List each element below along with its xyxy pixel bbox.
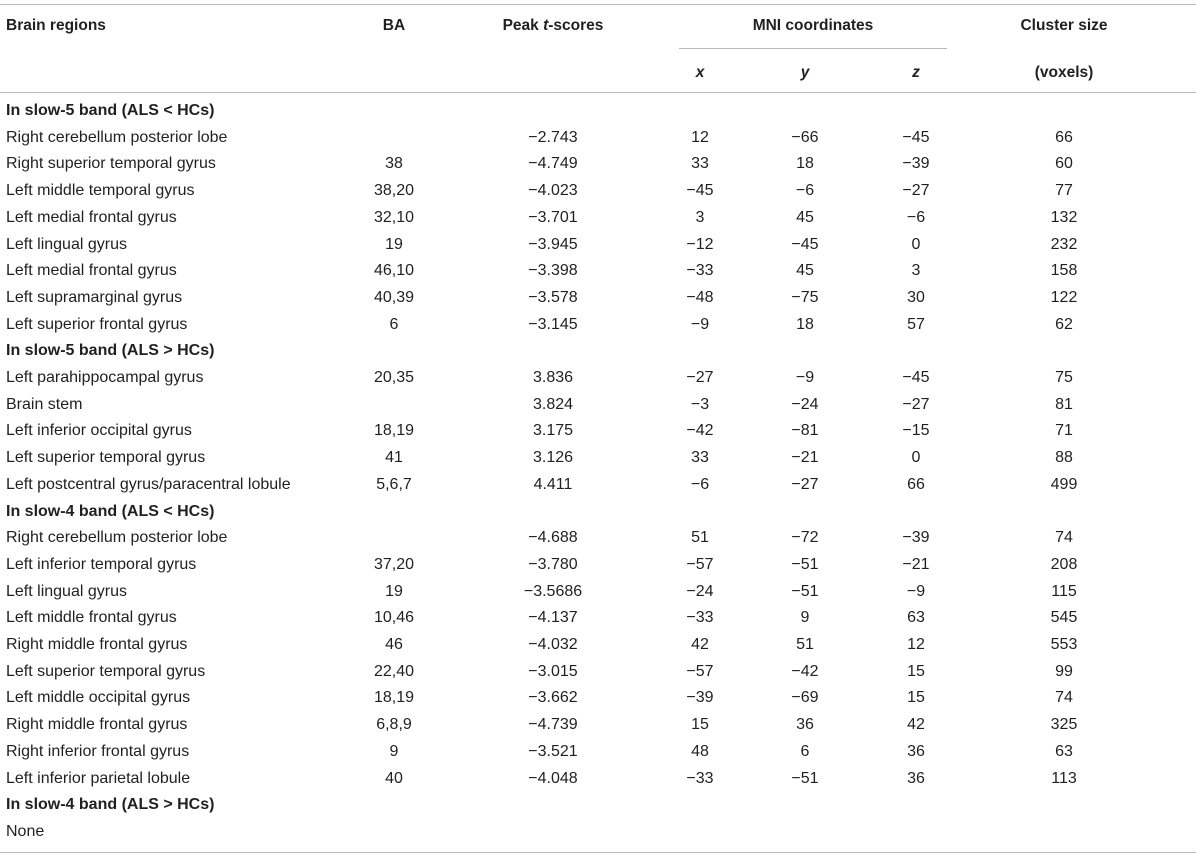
cell-size: 158 (1050, 262, 1078, 280)
table-row (0, 208, 1196, 235)
cell-y: −24 (791, 395, 819, 413)
cell-y: 45 (796, 262, 814, 280)
cell-t: −4.137 (528, 609, 578, 627)
cell-region: Right middle frontal gyrus (6, 636, 188, 653)
table-row (0, 555, 1196, 582)
cell-region: Left medial frontal gyrus (6, 262, 177, 280)
cell-size: 232 (1050, 235, 1078, 253)
cell-y: 36 (796, 716, 814, 734)
cell-y: −75 (791, 288, 819, 306)
table-row (0, 395, 1196, 422)
cell-ba: 10,46 (373, 609, 415, 627)
table-row (0, 662, 1196, 689)
cell-size: 325 (1050, 716, 1078, 734)
cell-z: 30 (907, 288, 925, 306)
cell-z: −39 (902, 529, 930, 547)
header-x: x (695, 64, 705, 81)
cell-region: Right cerebellum posterior lobe (6, 529, 228, 547)
cell-x: −57 (686, 555, 714, 573)
cell-region: Left postcentral gyrus/paracentral lobule (6, 475, 291, 493)
section-header-row (0, 101, 1196, 128)
table-row (0, 635, 1196, 662)
cell-z: 3 (911, 262, 921, 280)
cell-z: 57 (907, 315, 925, 333)
cell-size: 499 (1050, 475, 1078, 493)
cell-ba: 41 (385, 449, 403, 467)
cell-size: 74 (1055, 529, 1073, 547)
cell-ba: 37,20 (373, 555, 415, 573)
cell-region: Brain stem (6, 395, 83, 413)
cell-t: −3.780 (528, 555, 578, 573)
cell-t: 3.175 (532, 422, 574, 440)
cell-y: −21 (791, 449, 819, 467)
table-row (0, 769, 1196, 796)
cell-z: −27 (902, 182, 930, 200)
section-title: In slow-4 band (ALS < HCs) (6, 502, 215, 520)
top-rule (0, 4, 1196, 5)
cell-y: −9 (795, 369, 815, 386)
cell-size: 77 (1055, 182, 1073, 200)
cell-ba: 19 (385, 235, 403, 253)
cell-region: Left inferior temporal gyrus (6, 555, 197, 573)
cell-t: −4.023 (528, 182, 578, 200)
cell-z: 42 (907, 716, 925, 734)
table-row (0, 528, 1196, 555)
cell-ba: 46,10 (373, 262, 415, 280)
cell-x: −33 (686, 769, 714, 787)
cell-region: Left superior temporal gyrus (6, 662, 206, 680)
table-row (0, 822, 1196, 849)
cell-t: −3.701 (528, 208, 578, 226)
cell-t: −4.739 (528, 716, 578, 734)
cell-size: 81 (1055, 395, 1073, 413)
cell-size: 71 (1055, 422, 1073, 440)
cell-x: −57 (686, 662, 714, 680)
cell-size: 99 (1055, 662, 1073, 680)
cell-y: 18 (796, 315, 814, 333)
cell-x: −45 (686, 182, 714, 200)
cell-size: 208 (1050, 555, 1078, 573)
cell-y: −72 (791, 529, 819, 547)
section-title: In slow-5 band (ALS < HCs) (6, 102, 215, 119)
cell-x: 42 (691, 636, 709, 653)
header-rule (0, 92, 1196, 93)
cell-x: −33 (686, 609, 714, 627)
cell-z: 15 (907, 662, 925, 680)
cell-x: 33 (691, 449, 709, 467)
cell-x: −3 (690, 395, 710, 413)
cell-ba: 38 (385, 155, 403, 173)
cell-size: 88 (1055, 449, 1073, 467)
cell-ba: 32,10 (373, 208, 415, 226)
cell-z: 0 (911, 235, 921, 253)
cell-y: −45 (791, 235, 819, 253)
table-row (0, 261, 1196, 288)
cell-size: 62 (1055, 315, 1073, 333)
cell-ba: 6,8,9 (376, 716, 412, 734)
cell-region: Left superior frontal gyrus (6, 315, 188, 333)
header-peak-prefix: Peak (502, 17, 544, 34)
cell-x: −33 (686, 262, 714, 280)
cell-ba: 46 (385, 636, 403, 653)
cell-y: 6 (800, 742, 810, 760)
cell-t: −3.015 (528, 662, 578, 680)
table-row (0, 608, 1196, 635)
cell-region: Right inferior frontal gyrus (6, 742, 190, 760)
cell-size: 60 (1055, 155, 1073, 173)
cell-z: −6 (906, 208, 926, 226)
cell-region: Right middle frontal gyrus (6, 716, 188, 734)
cell-t: 4.411 (533, 475, 573, 493)
cell-y: 51 (796, 636, 814, 653)
cell-t: 3.836 (532, 369, 574, 386)
section-title: In slow-5 band (ALS > HCs) (6, 342, 215, 360)
table-row (0, 181, 1196, 208)
cell-region: Left lingual gyrus (6, 582, 127, 600)
cell-z: −9 (906, 582, 926, 600)
cell-z: −39 (902, 155, 930, 173)
cell-x: 12 (691, 128, 709, 146)
cell-z: −27 (902, 395, 930, 413)
cell-region: Left inferior parietal lobule (6, 769, 191, 787)
cell-size: 74 (1055, 689, 1073, 707)
cell-ba: 5,6,7 (376, 475, 412, 493)
cell-ba: 40 (385, 769, 403, 787)
cell-y: −51 (791, 555, 819, 573)
cell-z: 15 (907, 689, 925, 707)
header-brain-regions: Brain regions (6, 17, 106, 34)
table-row (0, 688, 1196, 715)
cell-t: −3.945 (528, 235, 578, 253)
header-mni-coordinates: MNI coordinates (752, 17, 874, 34)
cell-y: 9 (800, 609, 810, 627)
cell-z: 12 (907, 636, 925, 653)
cell-z: 63 (907, 609, 925, 627)
section-header-row (0, 341, 1196, 368)
cell-z: −45 (902, 128, 930, 146)
table-row (0, 448, 1196, 475)
cell-ba: 38,20 (373, 182, 415, 200)
cell-size: 122 (1050, 288, 1078, 306)
cell-x: −12 (686, 235, 714, 253)
cell-ba: 18,19 (373, 689, 415, 707)
cell-t: −3.5686 (523, 582, 583, 600)
cell-region: Left lingual gyrus (6, 235, 127, 253)
cell-x: 15 (691, 716, 709, 734)
cell-size: 113 (1051, 769, 1077, 787)
table-row (0, 235, 1196, 262)
cell-region: Left middle occipital gyrus (6, 689, 191, 707)
cell-z: −45 (902, 369, 930, 386)
cell-t: −3.578 (528, 288, 578, 306)
cell-region: Left inferior occipital gyrus (6, 422, 192, 440)
header-y: y (800, 64, 810, 81)
cell-region: Left superior temporal gyrus (6, 449, 206, 467)
cell-region: Left middle temporal gyrus (6, 182, 195, 200)
mni-rule (679, 48, 947, 49)
table-row (0, 288, 1196, 315)
cell-y: −51 (791, 582, 819, 600)
header-cluster-size: Cluster size (1020, 17, 1108, 34)
header-peak-suffix: -scores (548, 17, 604, 34)
cell-x: −9 (690, 315, 710, 333)
cell-size: 545 (1050, 609, 1078, 627)
table-row (0, 475, 1196, 502)
cell-t: 3.126 (532, 449, 574, 467)
cell-t: −4.688 (528, 529, 578, 547)
cell-region: Left medial frontal gyrus (6, 208, 177, 226)
cell-size: 63 (1055, 742, 1073, 760)
cell-ba: 22,40 (373, 662, 415, 680)
cell-t: −3.145 (528, 315, 578, 333)
cell-size: 75 (1055, 369, 1073, 386)
cell-z: 36 (907, 769, 925, 787)
cell-ba: 20,35 (373, 369, 415, 386)
cell-z: −21 (902, 555, 930, 573)
table-row (0, 368, 1196, 395)
table-row (0, 421, 1196, 448)
table-row (0, 582, 1196, 609)
header-peak-t: t (543, 17, 549, 34)
section-header-row (0, 502, 1196, 529)
cell-y: −66 (791, 128, 819, 146)
cell-x: −27 (686, 369, 714, 386)
cell-t: −2.743 (528, 128, 578, 146)
cell-x: −39 (686, 689, 714, 707)
cell-x: −42 (686, 422, 714, 440)
cell-y: −6 (795, 182, 815, 200)
cell-t: −4.048 (528, 769, 578, 787)
cell-ba: 9 (389, 742, 399, 760)
table-row (0, 742, 1196, 769)
cell-z: 36 (907, 742, 925, 760)
header-ba: BA (382, 17, 406, 34)
cell-x: −6 (690, 475, 710, 493)
table-row (0, 715, 1196, 742)
header-z: z (912, 64, 920, 81)
cell-region: Left middle frontal gyrus (6, 609, 177, 627)
cell-y: −42 (791, 662, 819, 680)
cell-x: 33 (691, 155, 709, 173)
cell-y: −27 (791, 475, 819, 493)
header-voxels: (voxels) (1034, 64, 1094, 81)
cell-region: None (6, 822, 45, 840)
cell-size: 115 (1051, 582, 1077, 600)
cell-ba: 40,39 (373, 288, 415, 306)
cell-z: −15 (902, 422, 930, 440)
cell-t: −3.398 (528, 262, 578, 280)
table-row (0, 128, 1196, 155)
cell-t: −3.662 (528, 689, 578, 707)
cell-ba: 6 (389, 315, 399, 333)
cell-x: 3 (695, 208, 705, 226)
cell-size: 553 (1050, 636, 1078, 653)
cell-y: −51 (791, 769, 819, 787)
cell-ba: 18,19 (373, 422, 415, 440)
cell-y: 18 (796, 155, 814, 173)
cell-z: 66 (907, 475, 925, 493)
section-header-row (0, 795, 1196, 822)
cell-t: −3.521 (528, 742, 578, 760)
cell-region: Left parahippocampal gyrus (6, 369, 204, 386)
cell-y: 45 (796, 208, 814, 226)
header-peak-t-scores (478, 17, 628, 35)
cell-size: 132 (1050, 208, 1078, 226)
bottom-rule (0, 852, 1196, 853)
cell-x: 51 (691, 529, 709, 547)
cell-t: −4.749 (528, 155, 578, 173)
cell-x: −24 (686, 582, 714, 600)
cell-x: 48 (691, 742, 709, 760)
cell-y: −81 (791, 422, 819, 440)
cell-region: Right superior temporal gyrus (6, 155, 216, 173)
cell-region: Left supramarginal gyrus (6, 288, 183, 306)
cell-size: 66 (1055, 128, 1073, 146)
cell-ba: 19 (385, 582, 403, 600)
table-row (0, 154, 1196, 181)
cell-t: −4.032 (528, 636, 578, 653)
section-title: In slow-4 band (ALS > HCs) (6, 796, 215, 814)
table-row (0, 315, 1196, 342)
cell-z: 0 (911, 449, 921, 467)
cell-region: Right cerebellum posterior lobe (6, 128, 228, 146)
cell-x: −48 (686, 288, 714, 306)
cell-t: 3.824 (532, 395, 574, 413)
cell-y: −69 (791, 689, 819, 707)
